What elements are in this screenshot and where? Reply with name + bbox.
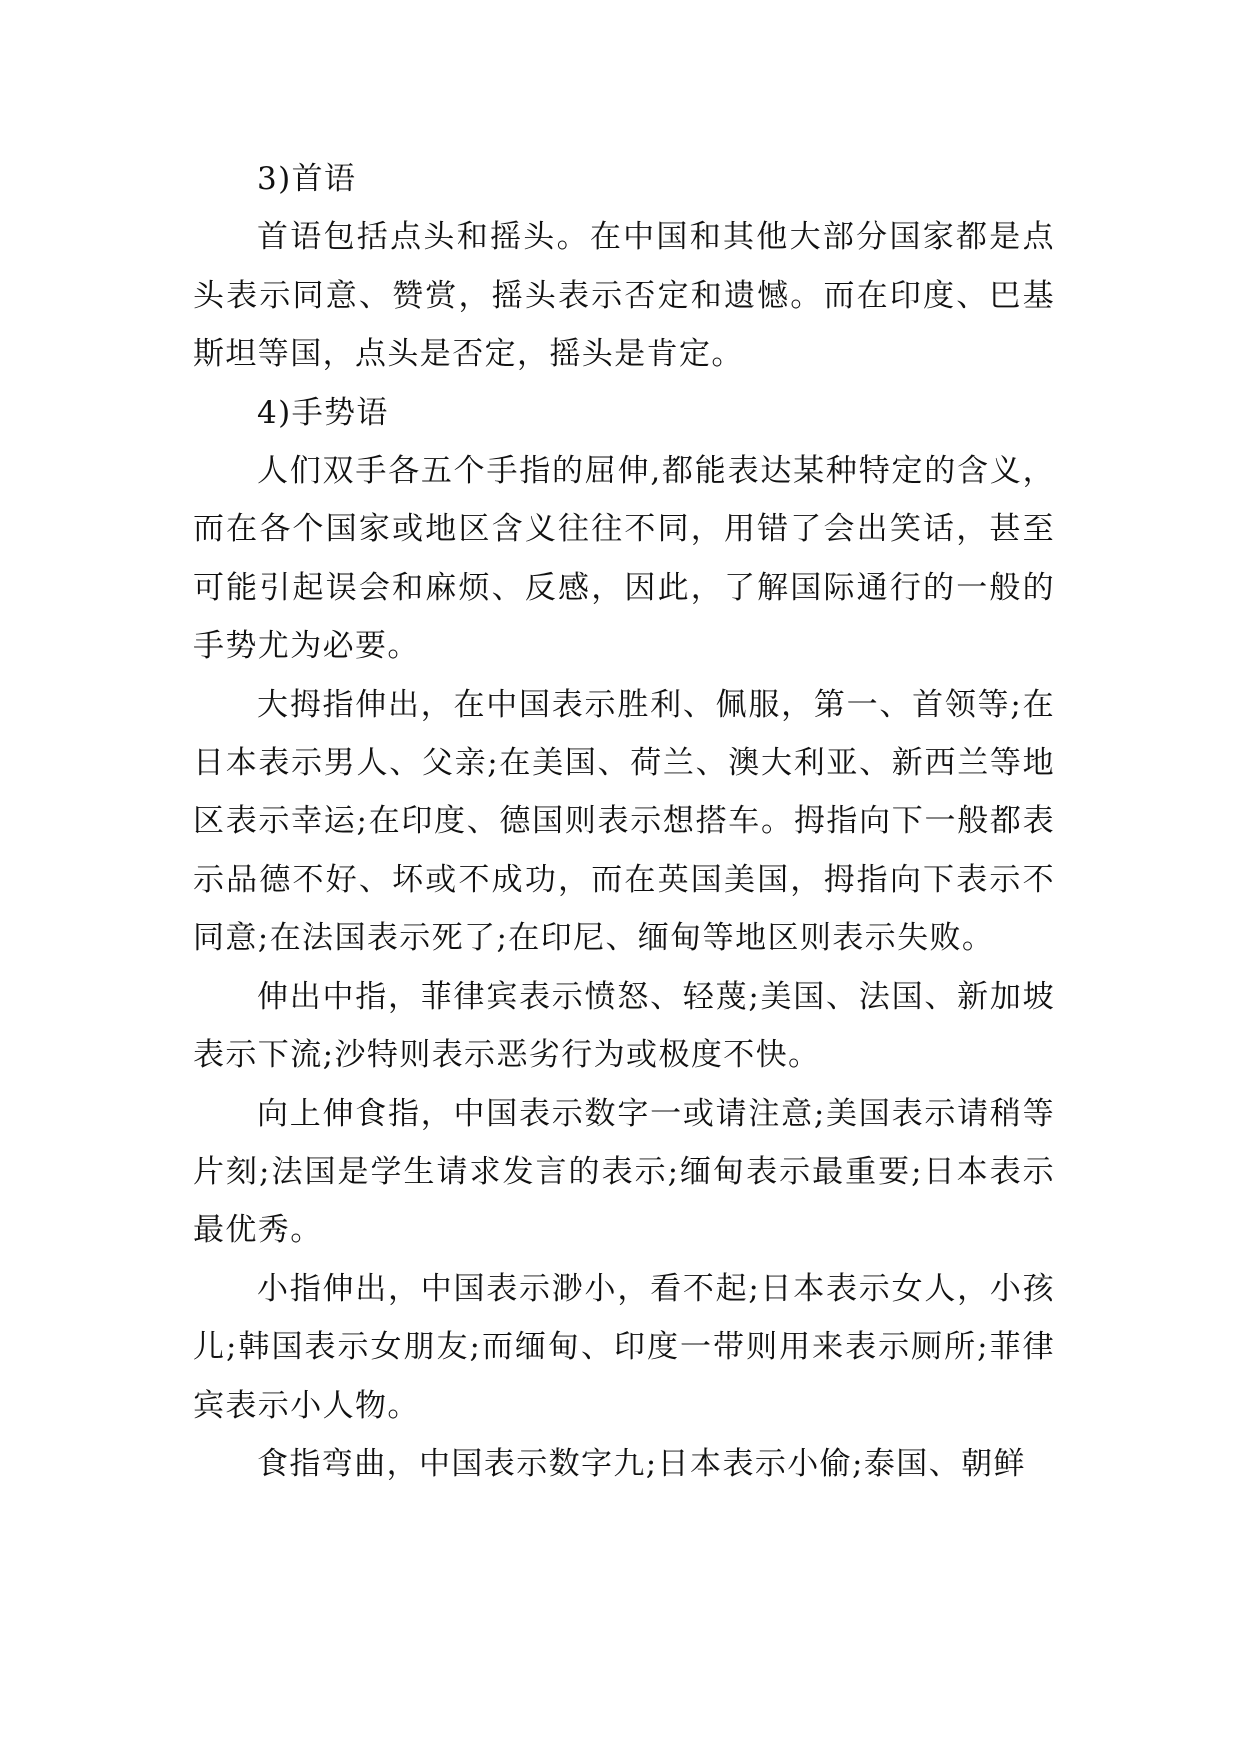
section-heading-gestures: 4)手势语: [257, 394, 389, 431]
section-heading-nodding: 3)首语: [257, 161, 357, 197]
paragraph-nodding: 首语包括点头和摇头。在中国和其他大部分国家都是点头表示同意、赞赏，摇头表示否定和遗憾。而在印度、巴基斯坦等国，点头是否定，摇头是肯定。: [193, 219, 1055, 373]
paragraph-middle-finger: 伸出中指，菲律宾表示愤怒、轻蔑;美国、法国、新加坡表示下流;沙特则表示恶劣行为或极度不快。: [193, 978, 1055, 1074]
document-body: [193, 150, 1055, 1493]
paragraph-index-finger: 向上伸食指，中国表示数字一或请注意;美国表示请稍等片刻;法国是学生请求发言的表示;缅甸表示最重要;日本表示最优秀。: [193, 1095, 1055, 1249]
paragraph-gestures-intro: 人们双手各五个手指的屈伸,都能表达某种特定的含义，而在各个国家或地区含义往往不同，用错了会出笑话，甚至可能引起误会和麻烦、反感，因此，了解国际通行的一般的手势尤为必要。: [193, 453, 1055, 665]
paragraph-little-finger: 小指伸出，中国表示渺小，看不起;日本表示女人，小孩儿;韩国表示女朋友;而缅甸、印度一带则用来表示厕所;菲律宾表示小人物。: [193, 1270, 1055, 1424]
paragraph-thumb: 大拇指伸出，在中国表示胜利、佩服，第一、首领等;在日本表示男人、父亲;在美国、荷兰、澳大利亚、新西兰等地区表示幸运;在印度、德国则表示想搭车。拇指向下一般都表示品德不好、坏或不成功，而在英国美国，拇指向下表示不同意;在法国表示死了;在印尼、缅甸等地区则表示失败。: [193, 686, 1055, 957]
paragraph-bent-index: 食指弯曲，中国表示数字九;日本表示小偷;泰国、朝鲜: [257, 1445, 1026, 1482]
